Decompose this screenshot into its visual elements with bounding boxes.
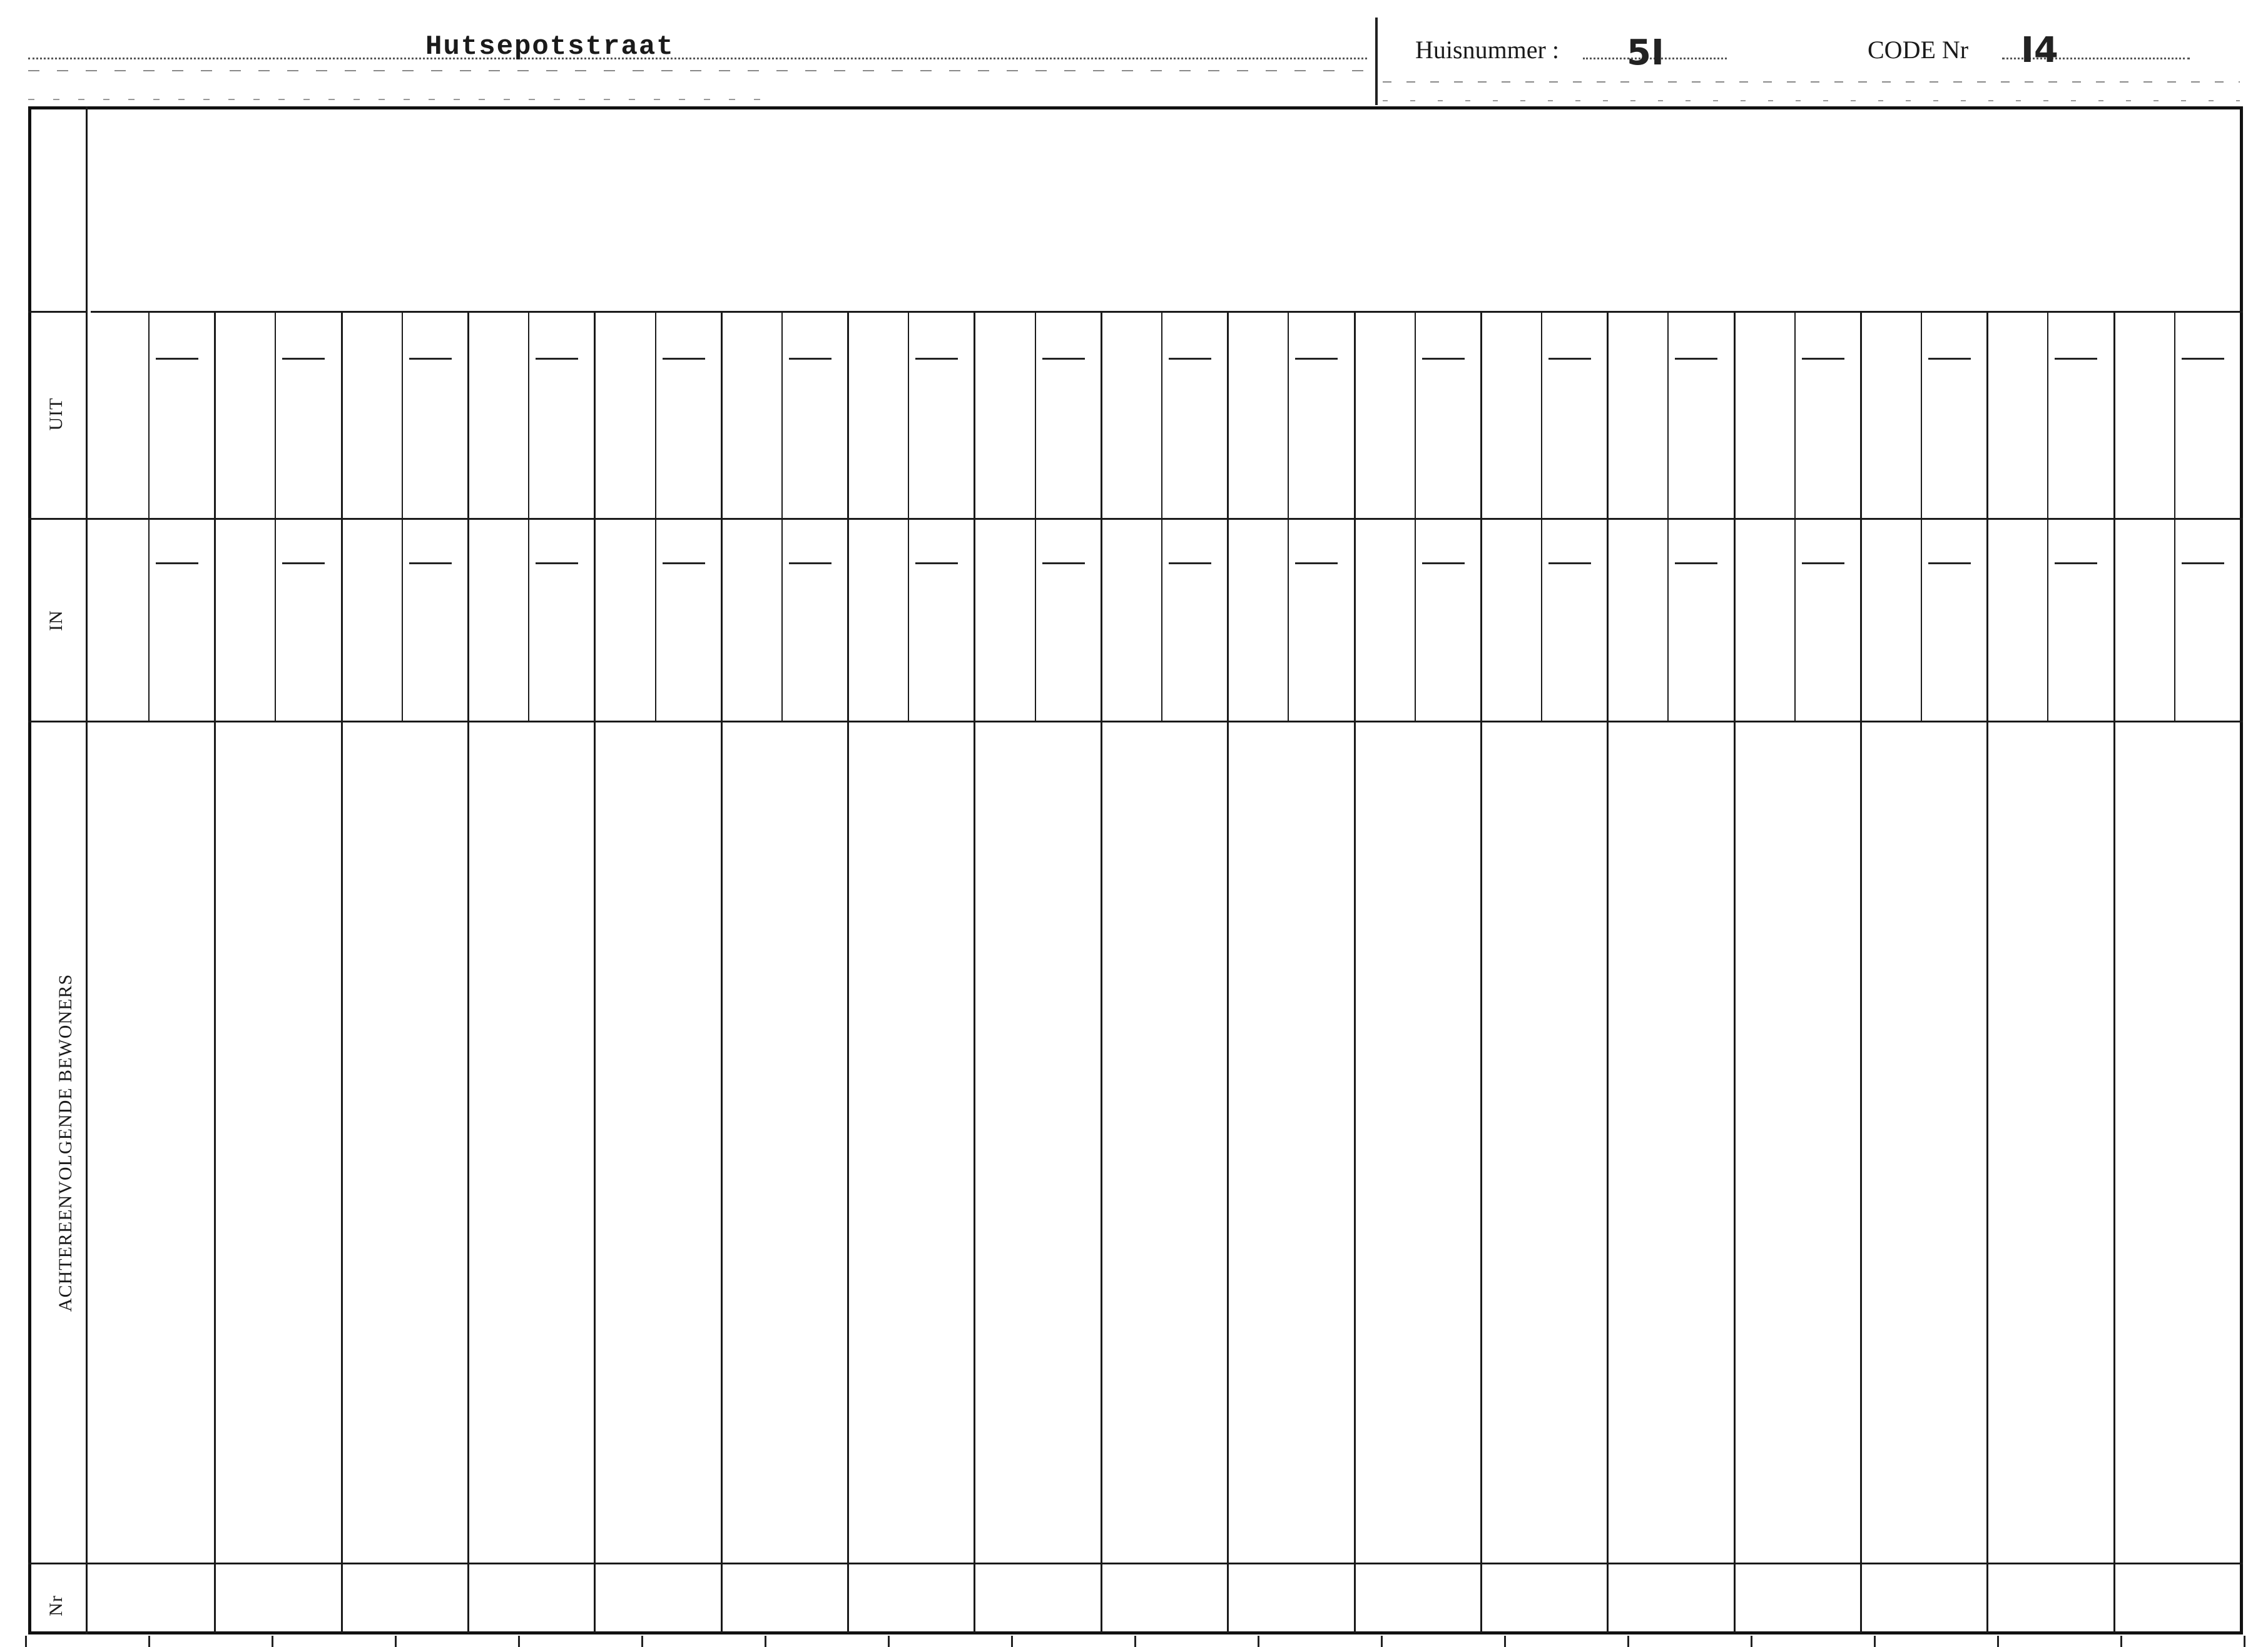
column-line — [1734, 313, 1736, 1633]
uit-dash — [282, 358, 325, 360]
in-dash — [1422, 562, 1465, 564]
bottom-tick — [1504, 1636, 1506, 1647]
column-line — [1986, 313, 1988, 1633]
in-dash — [2182, 562, 2224, 564]
bottom-tick — [148, 1636, 150, 1647]
scan-noise — [1383, 100, 2240, 101]
column-line — [467, 313, 469, 1633]
label-column-separator — [86, 106, 88, 1634]
bottom-tick — [272, 1636, 273, 1647]
bottom-tick — [888, 1636, 890, 1647]
in-dash — [789, 562, 831, 564]
column-line — [594, 313, 596, 1633]
uit-dash — [789, 358, 831, 360]
uit-dash — [1548, 358, 1591, 360]
bottom-tick — [1874, 1636, 1876, 1647]
column-line — [1607, 313, 1609, 1633]
uit-subcolumn-line — [2174, 313, 2175, 721]
bottom-tick — [765, 1636, 766, 1647]
uit-subcolumn-line — [2047, 313, 2048, 721]
in-dash — [1802, 562, 1844, 564]
in-dash — [1548, 562, 1591, 564]
uit-subcolumn-line — [1541, 313, 1542, 721]
uit-subcolumn-line — [1794, 313, 1796, 721]
uit-subcolumn-line — [1415, 313, 1416, 721]
uit-dash — [1042, 358, 1085, 360]
uit-subcolumn-line — [1288, 313, 1289, 721]
label-top-separator — [28, 311, 88, 313]
uit-subcolumn-line — [1161, 313, 1162, 721]
column-line — [1227, 313, 1229, 1633]
uit-subcolumn-line — [528, 313, 529, 721]
uit-subcolumn-line — [148, 313, 150, 721]
column-line — [2113, 313, 2115, 1633]
in-dash — [915, 562, 958, 564]
uit-subcolumn-line — [908, 313, 909, 721]
in-dash — [1042, 562, 1085, 564]
house-number-label: Huisnummer : — [1415, 36, 1559, 64]
column-line — [1101, 313, 1102, 1633]
bottom-tick — [1011, 1636, 1013, 1647]
bottom-tick — [2244, 1636, 2245, 1647]
bottom-tick — [1134, 1636, 1136, 1647]
code-label: CODE Nr — [1868, 36, 1969, 64]
uit-dash — [663, 358, 705, 360]
uit-dash — [1928, 358, 1971, 360]
top-section-separator — [91, 311, 2243, 313]
uit-subcolumn-line — [1035, 313, 1036, 721]
uit-dash — [156, 358, 198, 360]
uit-subcolumn-line — [655, 313, 656, 721]
bottom-tick — [518, 1636, 520, 1647]
row-label-uit: UIT — [46, 397, 66, 431]
street-name: Hutsepotstraat — [425, 31, 674, 63]
residents-nr-separator — [28, 1563, 2243, 1564]
uit-subcolumn-line — [781, 313, 783, 721]
in-dash — [409, 562, 452, 564]
bottom-tick — [395, 1636, 397, 1647]
code-value: I4 — [2021, 30, 2058, 71]
uit-dash — [409, 358, 452, 360]
column-line — [974, 313, 975, 1633]
row-label-residents: ACHTEREENVOLGENDE BEWONERS — [55, 973, 76, 1312]
uit-dash — [1169, 358, 1211, 360]
uit-subcolumn-line — [275, 313, 276, 721]
in-dash — [536, 562, 578, 564]
column-line — [1480, 313, 1482, 1633]
uit-subcolumn-line — [402, 313, 403, 721]
form-frame — [28, 106, 2243, 1634]
column-line — [341, 313, 343, 1633]
column-line — [847, 313, 849, 1633]
in-dash — [1169, 562, 1211, 564]
in-dash — [156, 562, 198, 564]
bottom-tick — [1258, 1636, 1259, 1647]
column-line — [214, 313, 216, 1633]
in-dash — [1295, 562, 1338, 564]
in-dash — [1928, 562, 1971, 564]
column-line — [1354, 313, 1356, 1633]
uit-subcolumn-line — [1667, 313, 1669, 721]
uit-dash — [1802, 358, 1844, 360]
in-dash — [2055, 562, 2097, 564]
bottom-tick — [1751, 1636, 1752, 1647]
scan-noise — [28, 99, 779, 100]
scan-noise — [1383, 81, 2240, 83]
uit-dash — [2055, 358, 2097, 360]
header-divider — [1375, 18, 1378, 105]
bottom-tick — [2120, 1636, 2122, 1647]
in-dash — [663, 562, 705, 564]
uit-dash — [1675, 358, 1717, 360]
uit-dash — [1295, 358, 1338, 360]
uit-subcolumn-line — [1921, 313, 1922, 721]
uit-dash — [915, 358, 958, 360]
row-label-nr: Nr — [46, 1595, 66, 1616]
form-header — [0, 0, 2268, 106]
uit-dash — [536, 358, 578, 360]
bottom-tick — [1997, 1636, 1999, 1647]
uit-in-separator — [28, 518, 2243, 520]
bottom-tick — [1381, 1636, 1383, 1647]
scan-noise — [28, 70, 1367, 71]
bottom-tick — [25, 1636, 27, 1647]
bottom-tick — [641, 1636, 643, 1647]
column-line — [1860, 313, 1862, 1633]
uit-dash — [2182, 358, 2224, 360]
row-label-in: IN — [46, 610, 66, 631]
street-dotted-line — [28, 58, 1367, 59]
uit-dash — [1422, 358, 1465, 360]
in-residents-separator — [28, 721, 2243, 722]
column-line — [721, 313, 723, 1633]
bottom-tick — [1627, 1636, 1629, 1647]
in-dash — [282, 562, 325, 564]
house-number-value: 5I — [1627, 33, 1664, 73]
residents-form-grid — [28, 106, 2243, 1634]
in-dash — [1675, 562, 1717, 564]
